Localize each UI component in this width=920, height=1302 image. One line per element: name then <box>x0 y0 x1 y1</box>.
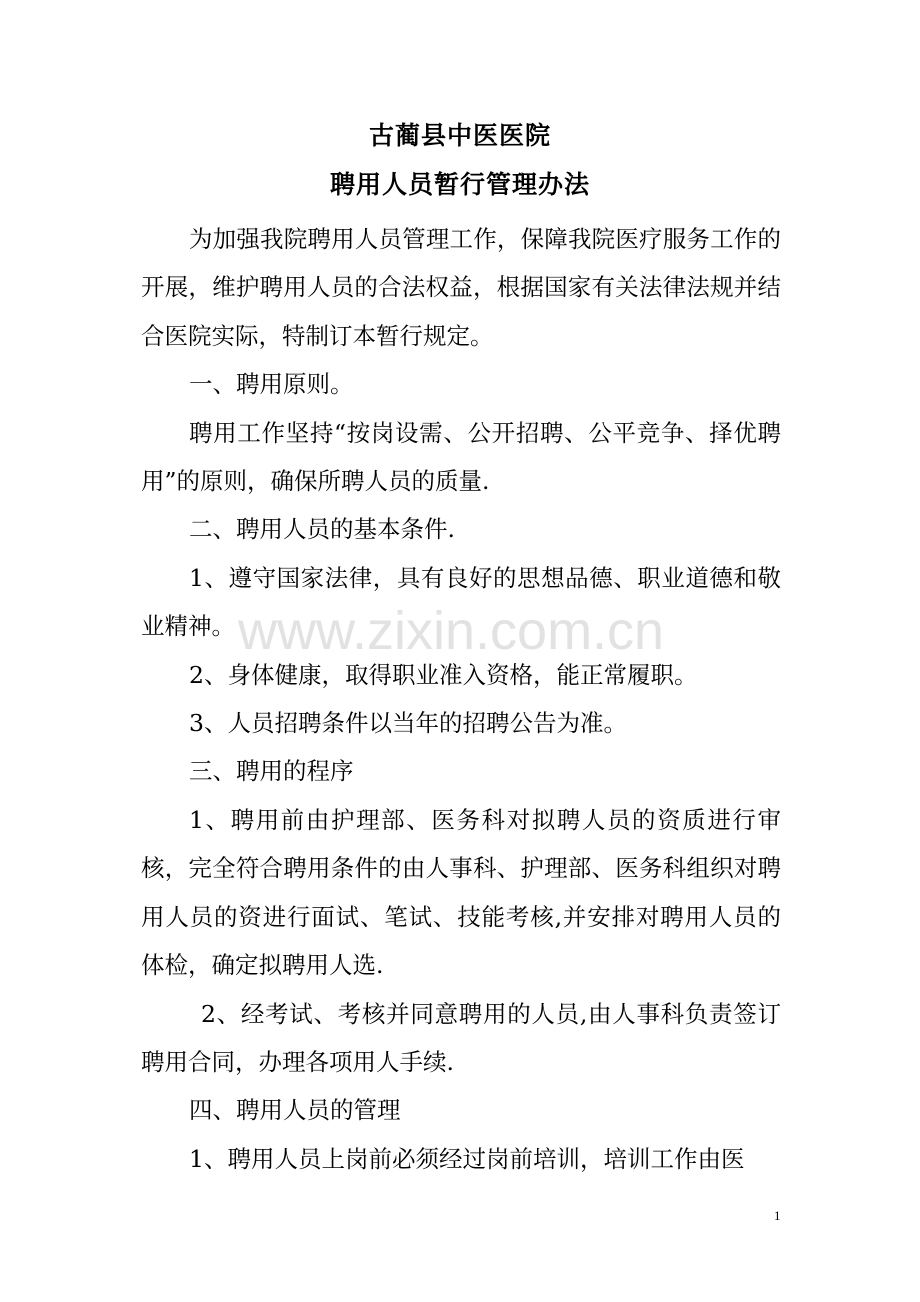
paragraph: 1、聘用前由护理部、医务科对拟聘人员的资质进行审核，完全符合聘用条件的由人事科、护理部、医务科组织对聘用人员的资进行面试、笔试、技能考核,并安排对聘用人员的体检，确定拟聘用人选. <box>141 805 781 980</box>
paragraph: 聘用工作坚持“按岗设需、公开招聘、公平竞争、择优聘用”的原则，确保所聘人员的质量. <box>141 418 781 496</box>
watermark: www.zixin.com.cn <box>238 601 665 661</box>
document-body <box>141 215 781 1183</box>
hospital-name-title: 古蔺县中医医院 <box>368 121 551 150</box>
page-number: 1 <box>774 1208 781 1223</box>
section-heading-4: 四、聘用人员的管理 <box>189 1096 401 1125</box>
paragraph: 2、身体健康，取得职业准入资格，能正常履职。 <box>189 660 698 689</box>
document-title: 聘用人员暂行管理办法 <box>329 170 590 199</box>
paragraph: 1、聘用人员上岗前必须经过岗前培训，培训工作由医 <box>189 1144 745 1173</box>
section-heading-3: 三、聘用的程序 <box>189 757 354 786</box>
section-heading-2: 二、聘用人员的基本条件. <box>189 515 455 544</box>
paragraph-intro: 为加强我院聘用人员管理工作，保障我院医疗服务工作的开展，维护聘用人员的合法权益，根据国家有关法律法规并结合医院实际，特制订本暂行规定。 <box>141 225 781 350</box>
paragraph: 1、遵守国家法律，具有良好的思想品德、职业道德和敬业精神。 <box>141 563 781 641</box>
section-heading-1: 一、聘用原则。 <box>189 370 354 399</box>
paragraph: 2、经考试、考核并同意聘用的人员,由人事科负责签订聘用合同，办理各项用人手续. <box>141 999 781 1076</box>
paragraph: 3、人员招聘条件以当年的招聘公告为准。 <box>189 709 627 738</box>
